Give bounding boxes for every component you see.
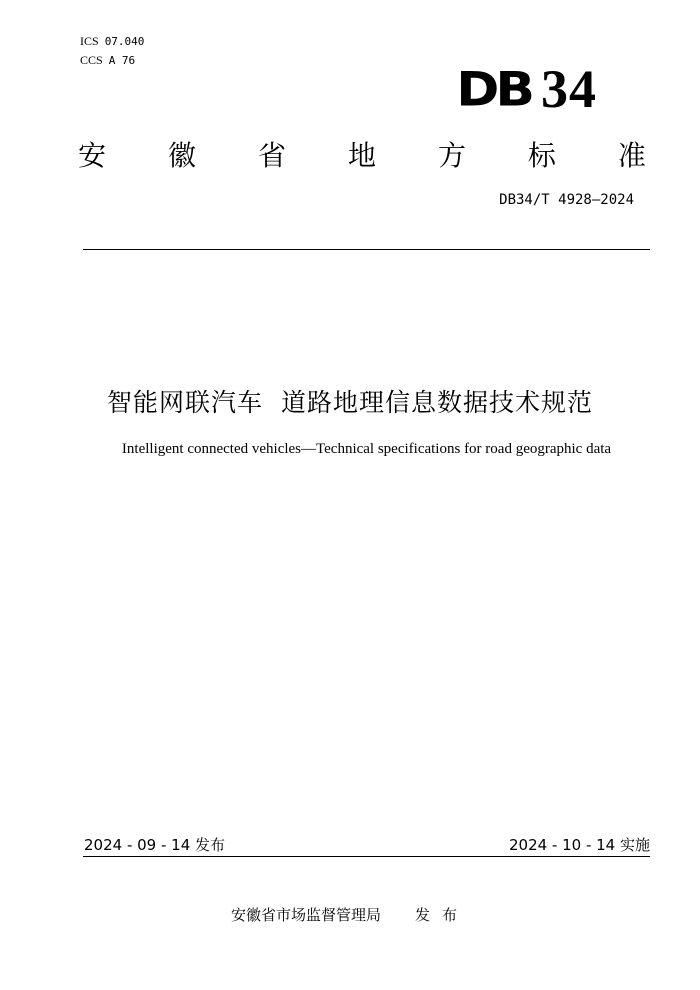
standard-type-banner: [78, 134, 646, 174]
standard-logo: [456, 58, 597, 119]
logo-prefix: DB: [456, 63, 531, 117]
ccs-classification: [80, 53, 135, 68]
banner-char: 安: [78, 139, 107, 172]
issuer-action: 发布: [415, 906, 470, 924]
logo-number: 34: [541, 59, 597, 119]
issuer: [0, 904, 700, 925]
implement-date: 2024 - 10 - 14 实施: [508, 836, 650, 854]
title-english: Intelligent connected vehicles—Technical specifications for road geographic data: [121, 441, 612, 457]
ccs-code: A 76: [108, 54, 136, 67]
issuer-name: 安徽省市场监督管理局: [230, 906, 381, 924]
banner-char: 地: [347, 139, 376, 172]
title-chinese: 智能网联汽车 道路地理信息数据技术规范: [107, 388, 593, 417]
banner-char: 徽: [167, 139, 196, 172]
top-divider: [83, 249, 650, 250]
banner-char: 标: [527, 139, 556, 172]
banner-char: 方: [437, 139, 466, 172]
banner-char: 省: [257, 139, 286, 172]
ics-code: 07.040: [104, 35, 145, 48]
banner-char: 准: [617, 139, 646, 172]
publish-date: 2024 - 09 - 14 发布: [84, 836, 226, 854]
ics-label: ICS: [80, 34, 99, 48]
bottom-divider: [83, 856, 650, 857]
document-number: DB34/T 4928—2024: [499, 192, 634, 208]
ics-classification: [80, 34, 144, 49]
ccs-label: CCS: [80, 53, 103, 67]
